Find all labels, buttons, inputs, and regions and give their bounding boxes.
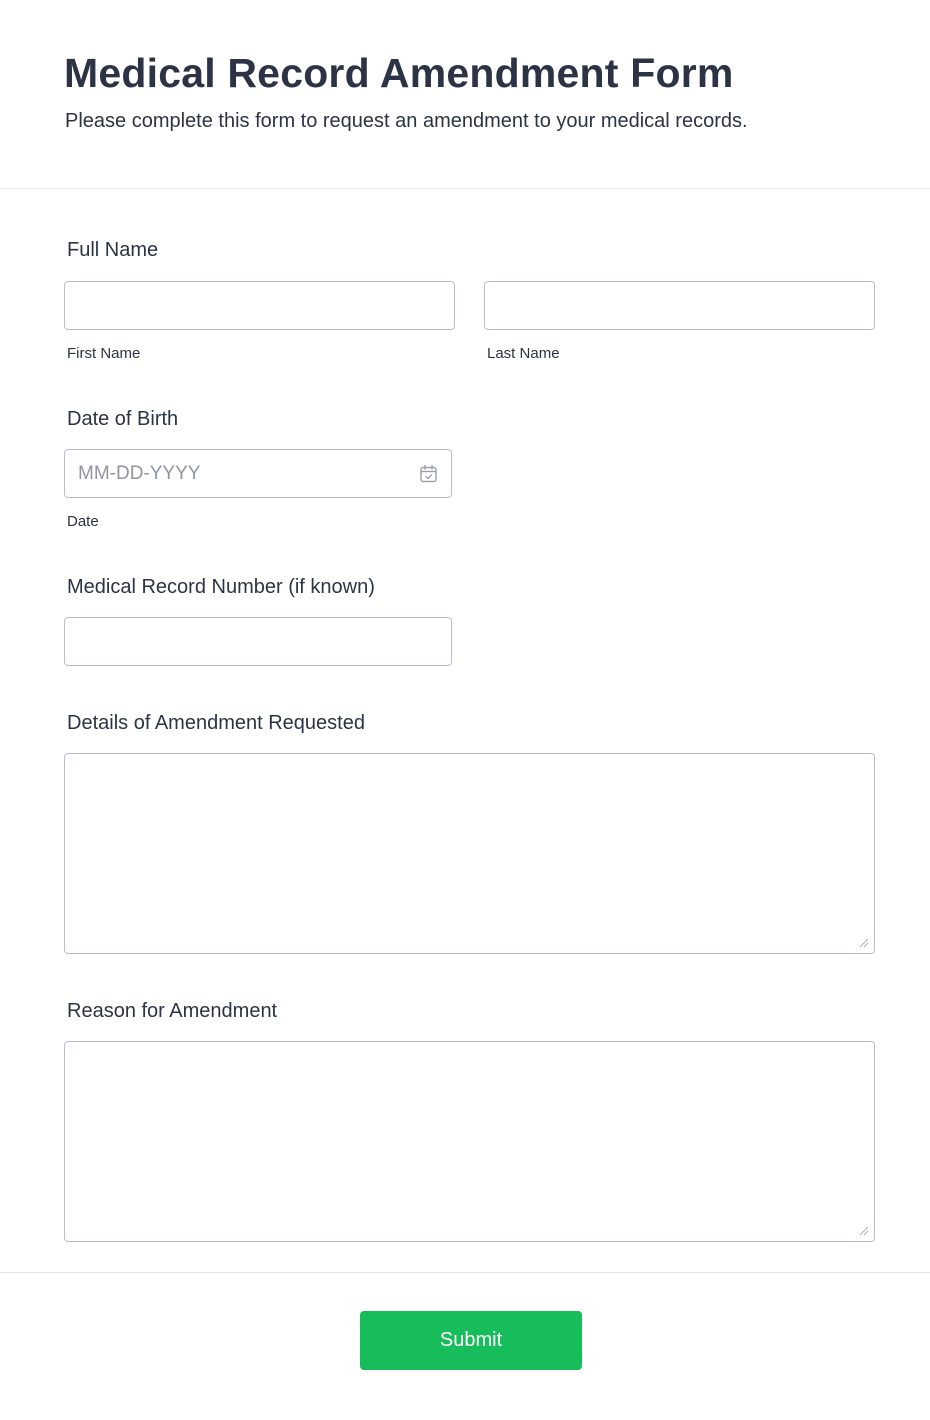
first-name-input[interactable] — [64, 281, 455, 330]
last-name-input[interactable] — [484, 281, 875, 330]
medical-record-number-input[interactable] — [64, 617, 452, 666]
submit-button[interactable]: Submit — [360, 1311, 582, 1370]
medical-record-number-label: Medical Record Number (if known) — [67, 576, 375, 598]
page-subtitle: Please complete this form to request an amendment to your medical records. — [65, 110, 748, 132]
first-name-sublabel: First Name — [67, 345, 141, 362]
form-header — [0, 0, 930, 189]
full-name-label: Full Name — [67, 239, 159, 261]
reason-label: Reason for Amendment — [67, 1000, 278, 1022]
date-of-birth-label: Date of Birth — [67, 408, 179, 430]
footer-divider — [0, 1272, 930, 1273]
details-resize-handle[interactable] — [859, 938, 869, 948]
calendar-icon[interactable] — [419, 464, 439, 484]
reason-resize-handle[interactable] — [859, 1226, 869, 1236]
page-title: Medical Record Amendment Form — [64, 50, 734, 96]
reason-textarea[interactable] — [64, 1041, 875, 1242]
details-label: Details of Amendment Requested — [67, 712, 365, 734]
date-sublabel: Date — [67, 513, 99, 530]
last-name-sublabel: Last Name — [487, 345, 560, 362]
details-textarea[interactable] — [64, 753, 875, 954]
date-of-birth-input[interactable] — [64, 449, 452, 498]
